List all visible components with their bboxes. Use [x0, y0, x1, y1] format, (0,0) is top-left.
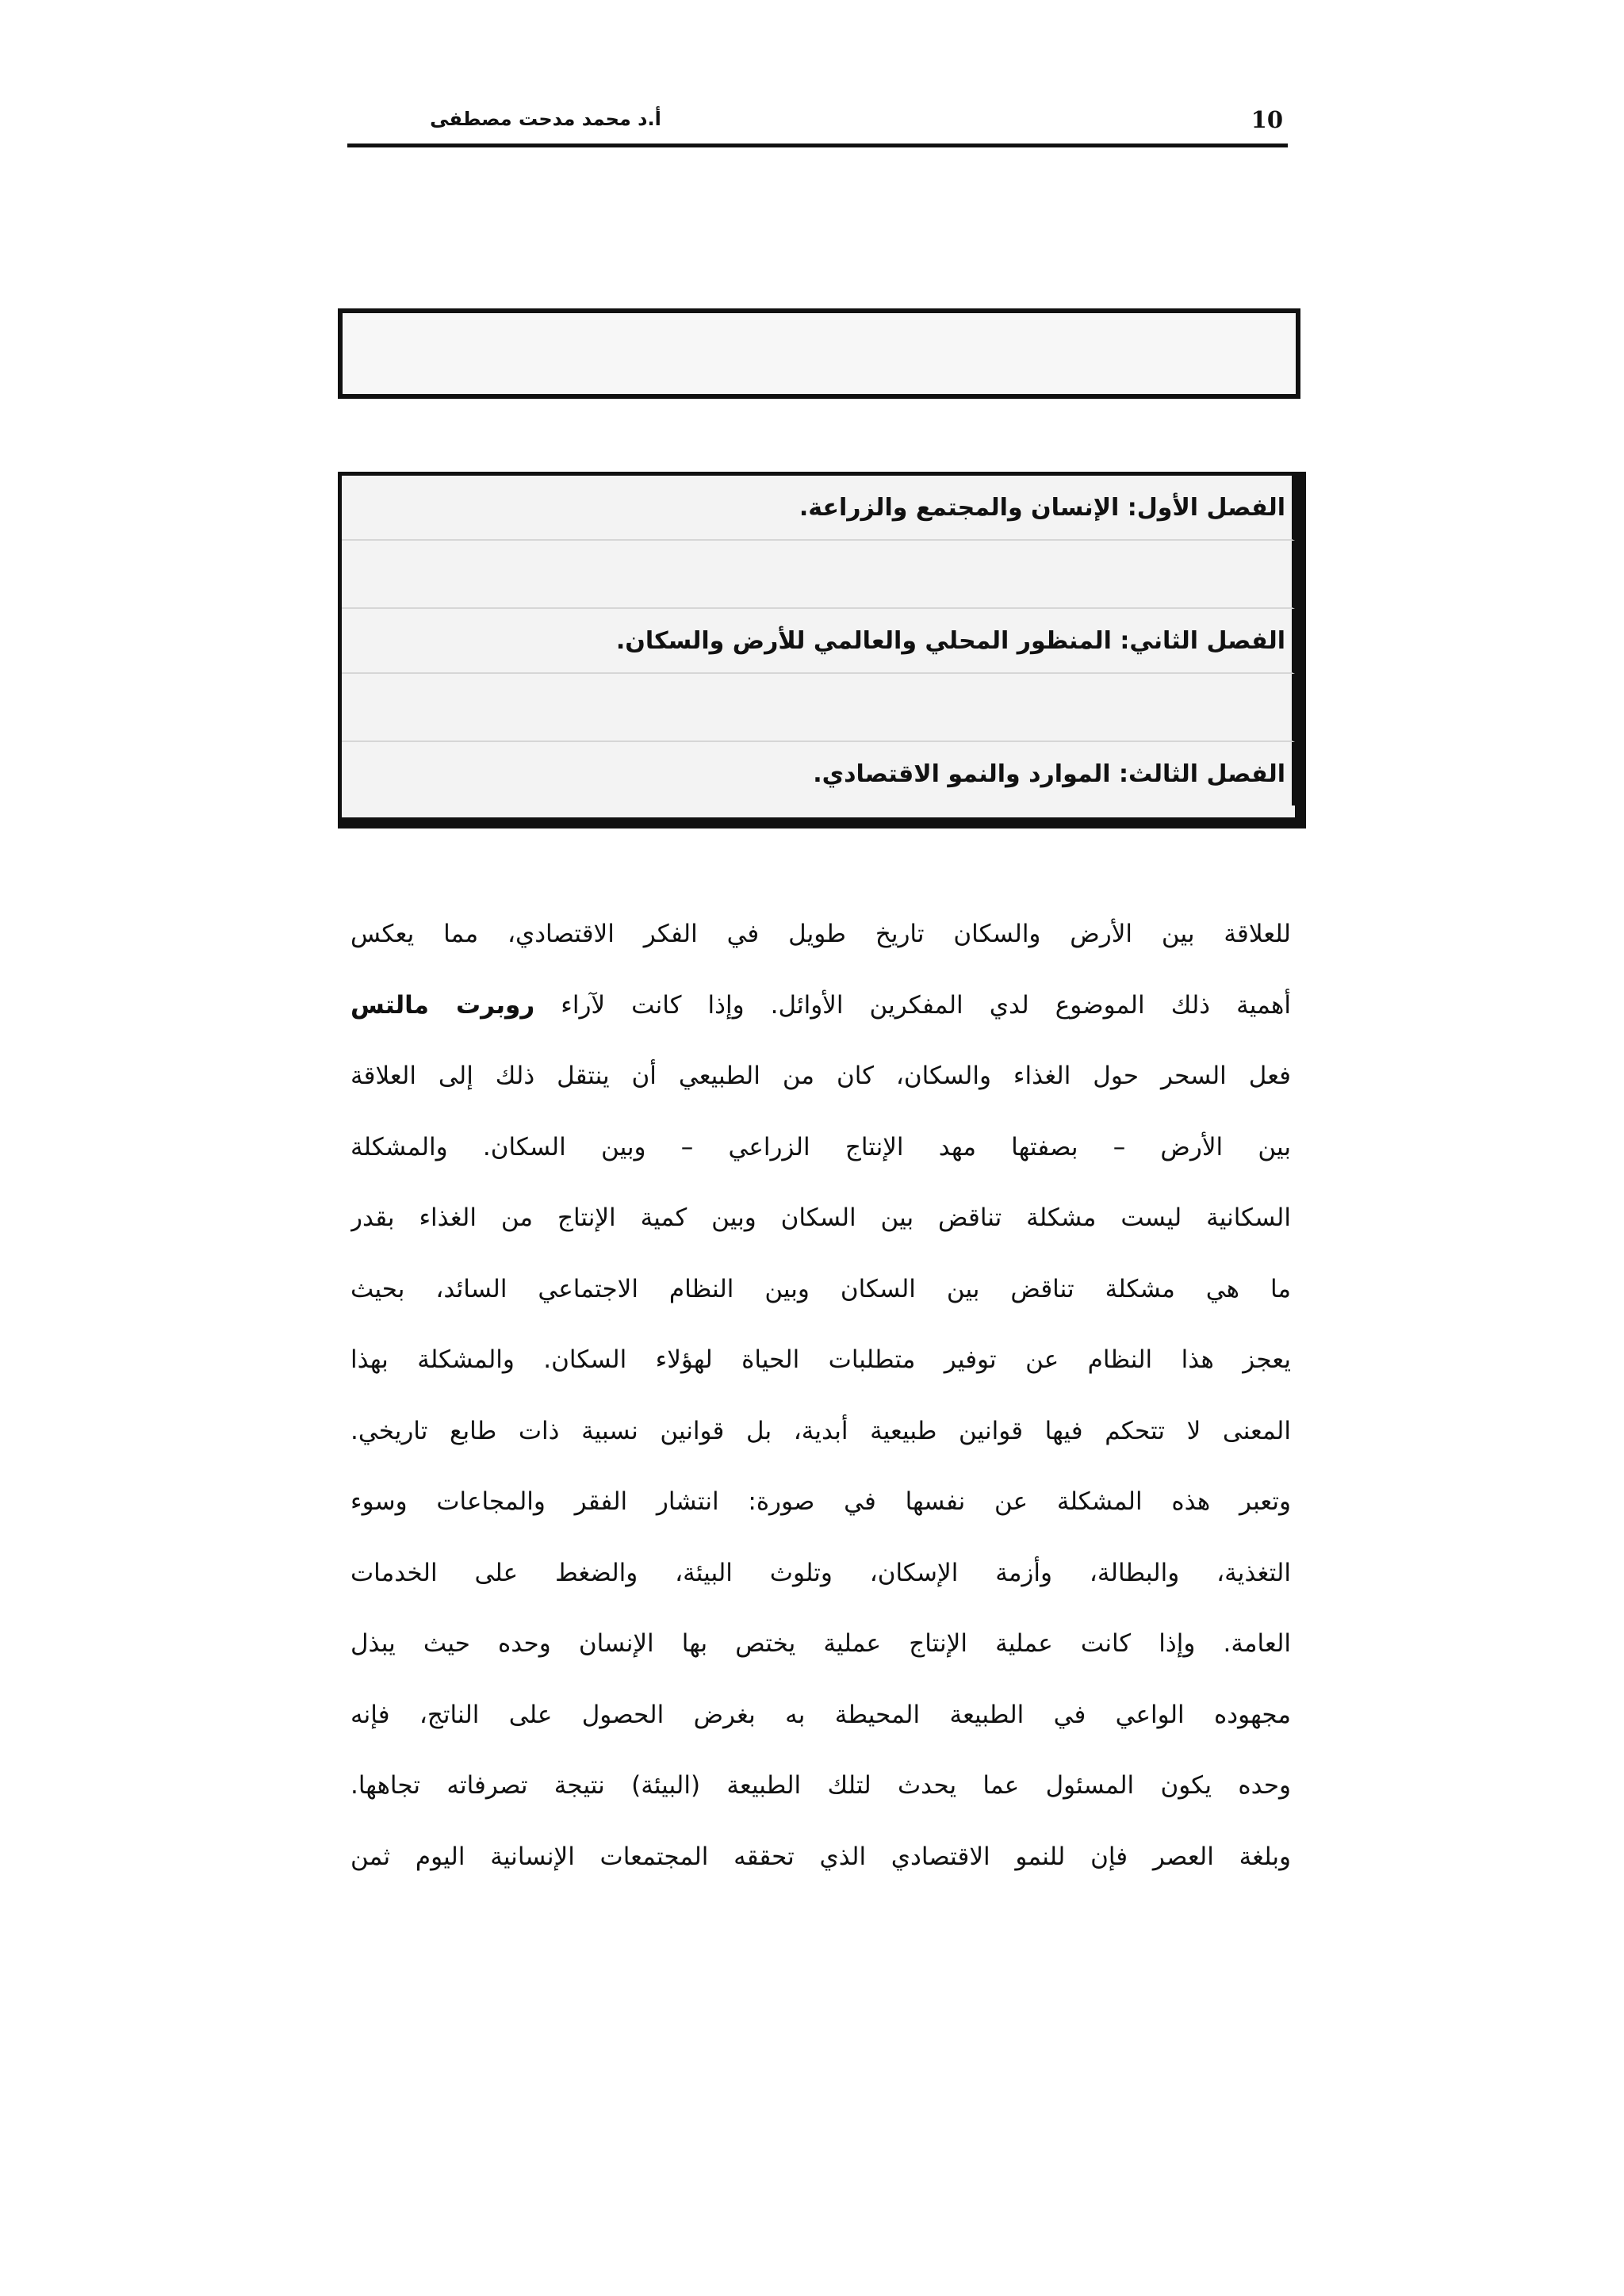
page-header: [347, 100, 1288, 147]
body-line: وتعبر هذه المشكلة عن نفسها في صورة: انتشار الفقر والمجاعات وسوء: [350, 1487, 1291, 1516]
chapter-item-3: الفصل الثالث: الموارد والنمو الاقتصادي.: [342, 742, 1295, 806]
chapters-box: [338, 472, 1306, 828]
body-line: ما هي مشكلة تناقض بين السكان وبين النظام الاجتماعي السائد، بحيث: [350, 1274, 1291, 1303]
body-line: وبلغة العصر فإن للنمو الاقتصادي الذي تحققه المجتمعات الإنسانية اليوم ثمن: [350, 1842, 1291, 1871]
body-line: للعلاقة بين الأرض والسكان تاريخ طويل في الفكر الاقتصادي، مما يعكس: [350, 920, 1291, 948]
body-line: العامة. وإذا كانت عملية الإنتاج عملية يختص بها الإنسان وحده حيث يبذل: [350, 1629, 1291, 1658]
chapter-spacer: [342, 674, 1295, 742]
body-line: فعل السحر حول الغذاء والسكان، كان من الطبيعي أن ينتقل ذلك إلى العلاقة: [350, 1062, 1291, 1090]
body-line: وحده يكون المسئول عما يحدث لتلك الطبيعة (البيئة) نتيجة تصرفاته تجاهها.: [350, 1771, 1291, 1800]
chapter-spacer: [342, 541, 1295, 609]
body-line: السكانية ليست مشكلة تناقض بين السكان وبين كمية الإنتاج من الغذاء بقدر: [350, 1203, 1291, 1232]
body-line: بين الأرض – بصفتها مهد الإنتاج الزراعي – وبين السكان. والمشكلة: [350, 1132, 1291, 1161]
chapter-item-1: الفصل الأول: الإنسان والمجتمع والزراعة.: [342, 476, 1295, 541]
header-rule: [347, 144, 1288, 147]
empty-title-box: [338, 308, 1300, 399]
body-line: مجهوده الواعي في الطبيعة المحيطة به بغرض الحصول على الناتج، فإنه: [350, 1700, 1291, 1729]
body-line-text: أهمية ذلك الموضوع لدي المفكرين الأوائل. وإذا كانت لآراء: [561, 990, 1291, 1020]
chapter-item-2: الفصل الثاني: المنظور المحلي والعالمي للأرض والسكان.: [342, 609, 1295, 674]
author-name: أ.د محمد مدحت مصطفى: [430, 108, 661, 130]
body-paragraph: [350, 899, 1291, 1892]
author-reference: روبرت مالتس: [350, 990, 535, 1020]
page-number: 10: [1251, 106, 1283, 133]
body-line: المعنى لا تتحكم فيها قوانين طبيعية أبدية، بل قوانين نسبية ذات طابع تاريخي.: [350, 1416, 1291, 1445]
body-line: التغذية، والبطالة، وأزمة الإسكان، وتلوث البيئة، والضغط على الخدمات: [350, 1558, 1291, 1587]
body-line: يعجز هذا النظام عن توفير متطلبات الحياة لهؤلاء السكان. والمشكلة بهذا: [350, 1345, 1291, 1374]
body-line: [350, 970, 1291, 1042]
